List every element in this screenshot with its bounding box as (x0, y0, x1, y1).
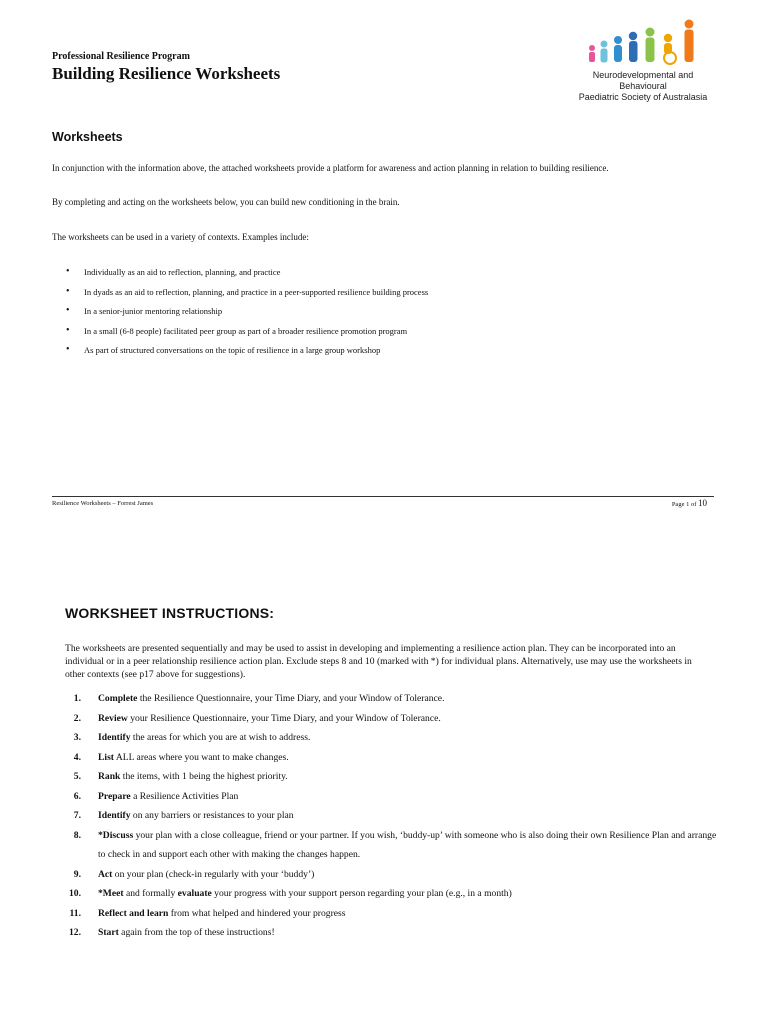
step-text: again from the top of these instructions! (118, 927, 275, 938)
step-text: the areas for which you are at wish to address. (130, 732, 311, 743)
section-heading: Worksheets (52, 130, 123, 144)
list-item: • In a senior-junior mentoring relationship (66, 305, 428, 325)
context-list (66, 266, 428, 364)
step-item (65, 728, 718, 748)
page-number (672, 498, 707, 508)
step-keyword: Identify (98, 732, 131, 743)
step-text: and formally (123, 888, 178, 899)
list-item: • As part of structured conversations on the topic of resilience in a large group workshop (66, 344, 428, 364)
step-number: 5. (73, 771, 81, 782)
instructions-intro: The worksheets are presented sequentially and may be used to assist in developing and implementing a resilience action plan. They can be incorporated into an individual or in a peer relationship resilience action plan. Exclude steps 8 and 10 (marked with *) for individual plans. Alternatively, use may use the worksheets in other contexts (see p17 above for suggestions). (65, 643, 692, 680)
step-keyword: evaluate (177, 888, 212, 899)
step-item (65, 806, 718, 826)
step-item (65, 689, 718, 709)
paragraph-2: By completing and acting on the worksheets below, you can build new conditioning in the brain. (52, 197, 400, 207)
page-2 (0, 560, 768, 1024)
step-text: on your plan (check-in regularly with your ‘buddy’) (112, 868, 315, 880)
program-name: Professional Resilience Program (52, 51, 190, 62)
step-item (65, 923, 718, 943)
step-item (65, 904, 718, 924)
step-item (65, 865, 718, 885)
step-item (65, 709, 718, 729)
step-number: 7. (73, 810, 81, 821)
step-item (65, 787, 718, 807)
step-text: ALL areas where you want to make changes. (114, 751, 289, 763)
list-item: • Individually as an aid to reflection, planning, and practice (66, 266, 428, 286)
step-keyword: Reflect and learn (98, 907, 169, 919)
step-number: 12. (69, 927, 81, 938)
instructions-steps (65, 689, 718, 943)
document-title: Building Resilience Worksheets (52, 64, 281, 83)
footer-author: Resilience Worksheets – Forrest James (52, 500, 154, 507)
step-item (65, 748, 718, 768)
step-number: 6. (73, 790, 81, 802)
step-keyword: Prepare (98, 790, 131, 802)
step-number: 2. (73, 712, 81, 724)
step-text: your plan with a close colleague, friend or your partner. If you wish, ‘buddy-up’ with someone who is also doing their own Resilience Plan and arrange to check in and support each other with making the changes happen. (98, 829, 717, 860)
step-keyword: Complete (98, 693, 138, 704)
footer-divider (52, 496, 714, 497)
step-number: 4. (73, 751, 81, 763)
step-text: your Resilience Questionnaire, your Time Diary, and your Window of Tolerance. (127, 712, 441, 724)
step-number: 11. (69, 907, 81, 919)
step-number: 10. (69, 888, 81, 899)
step-keyword: *Meet (98, 888, 124, 899)
step-text: the Resilience Questionnaire, your Time Diary, and your Window of Tolerance. (137, 693, 445, 704)
step-keyword: Start (98, 927, 119, 938)
list-item: • In a small (6-8 people) facilitated peer group as part of a broader resilience promotion program (66, 325, 428, 345)
step-keyword: Rank (98, 771, 121, 782)
step-text: on any barriers or resistances to your plan (130, 810, 294, 821)
step-keyword: Identify (98, 810, 131, 821)
step-keyword: Act (98, 868, 113, 880)
step-keyword: *Discuss (98, 829, 134, 841)
instructions-heading: WORKSHEET INSTRUCTIONS: (65, 605, 275, 621)
step-number: 1. (73, 693, 81, 704)
paragraph-1: In conjunction with the information above, the attached worksheets provide a platform for awareness and action planning in relation to building resilience. (52, 163, 609, 173)
step-text: your progress with your support person regarding your plan (e.g., in a month) (211, 888, 512, 899)
page-label: Page (671, 501, 685, 508)
logo-line-1: Neurodevelopmental and Behavioural (592, 70, 694, 91)
step-number: 3. (73, 732, 81, 743)
step-text: the items, with 1 being the highest priority. (120, 771, 288, 782)
step-keyword: List (98, 751, 114, 763)
step-text: from what helped and hindered your progress (168, 907, 346, 919)
step-number: 9. (73, 868, 81, 880)
paragraph-3: The worksheets can be used in a variety of contexts. Examples include: (52, 232, 309, 242)
step-text: a Resilience Activities Plan (130, 790, 239, 802)
page-of-label: of (690, 501, 697, 508)
page-total: 10 (698, 498, 707, 508)
step-keyword: Review (98, 712, 128, 724)
page-current: 1 (686, 501, 690, 508)
step-item (65, 826, 718, 865)
list-item: • In dyads as an aid to reflection, planning, and practice in a peer-supported resilience building process (66, 286, 428, 306)
step-number: 8. (73, 829, 81, 841)
step-item (65, 767, 718, 787)
family-figures-icon (582, 18, 706, 70)
nbpsa-logo (568, 18, 718, 102)
step-item (65, 884, 718, 904)
logo-line-2: Paediatric Society of Australasia (578, 92, 708, 102)
